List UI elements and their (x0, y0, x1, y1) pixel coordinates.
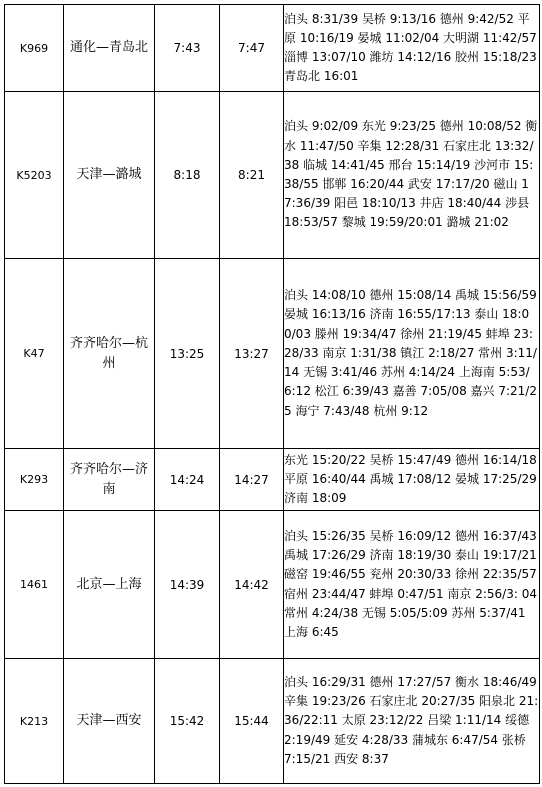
stop-time: 7:47 (220, 5, 284, 92)
train-number: 1461 (5, 511, 64, 659)
stop-time: 15:44 (220, 659, 284, 784)
train-timetable (4, 4, 540, 784)
route: 北京—上海 (64, 511, 155, 659)
stop-time: 14:42 (220, 511, 284, 659)
table-row (5, 449, 540, 511)
train-number: K293 (5, 449, 64, 511)
stops-list: 泊头 9:02/09 东光 9:23/25 德州 10:08/52 衡水 11:47/50 辛集 12:28/31 石家庄北 13:32/38 临城 14:41/45 邢台 15:14/19 沙河市 15:38/55 邯郸 16:20/44 武安 17:17/20 磁山 17:36/39 阳邑 18:10/13 井店 18:40/44 涉县 18:53/57 黎城 19:59/20:01 潞城 21:02 (284, 92, 540, 259)
stops-list: 泊头 15:26/35 吴桥 16:09/12 德州 16:37/43 禹城 17:26/29 济南 18:19/30 泰山 19:17/21 磁窑 19:46/55 兖州 20:30/33 徐州 22:35/57 宿州 23:44/47 蚌埠 0:47/51 南京 2:56/3: 04 常州 4:24/38 无锡 5:05/5:09 苏州 5:37/41 上海 6:45 (284, 511, 540, 659)
departure-time: 15:42 (155, 659, 220, 784)
stops-list: 泊头 14:08/10 德州 15:08/14 禹城 15:56/59 晏城 16:13/16 济南 16:55/17:13 泰山 18:00/03 滕州 19:34/47 徐州 21:19/45 蚌埠 23:28/33 南京 1:31/38 镇江 2:18/27 常州 3:11/14 无锡 3:41/46 苏州 4:14/24 上海南 5:53/6:12 松江 6:39/43 嘉善 7:05/08 嘉兴 7:21/25 海宁 7:43/48 杭州 9:12 (284, 259, 540, 449)
train-number: K213 (5, 659, 64, 784)
table-row (5, 92, 540, 259)
departure-time: 14:39 (155, 511, 220, 659)
stop-time: 8:21 (220, 92, 284, 259)
stop-time: 13:27 (220, 259, 284, 449)
stops-list: 东光 15:20/22 吴桥 15:47/49 德州 16:14/18 平原 16:40/44 禹城 17:08/12 晏城 17:25/29 济南 18:09 (284, 449, 540, 511)
route: 齐齐哈尔—济南 (64, 449, 155, 511)
stops-list: 泊头 8:31/39 吴桥 9:13/16 德州 9:42/52 平原 10:16/19 晏城 11:02/04 大明湖 11:42/57 淄博 13:07/10 潍坊 14:12/16 胶州 15:18/23 青岛北 16:01 (284, 5, 540, 92)
stops-list: 泊头 16:29/31 德州 17:27/57 衡水 18:46/49 辛集 19:23/26 石家庄北 20:27/35 阳泉北 21:36/22:11 太原 23:12/22 吕梁 1:11/14 绥德 2:19/49 延安 4:28/33 蒲城东 6:47/54 张桥 7:15/21 西安 8:37 (284, 659, 540, 784)
stop-time: 14:27 (220, 449, 284, 511)
train-number: K47 (5, 259, 64, 449)
route: 通化—青岛北 (64, 5, 155, 92)
table-row (5, 659, 540, 784)
departure-time: 13:25 (155, 259, 220, 449)
train-number: K969 (5, 5, 64, 92)
route: 齐齐哈尔—杭州 (64, 259, 155, 449)
departure-time: 7:43 (155, 5, 220, 92)
train-number: K5203 (5, 92, 64, 259)
route: 天津—潞城 (64, 92, 155, 259)
route: 天津—西安 (64, 659, 155, 784)
departure-time: 14:24 (155, 449, 220, 511)
table-row (5, 511, 540, 659)
table-row (5, 5, 540, 92)
departure-time: 8:18 (155, 92, 220, 259)
table-row (5, 259, 540, 449)
